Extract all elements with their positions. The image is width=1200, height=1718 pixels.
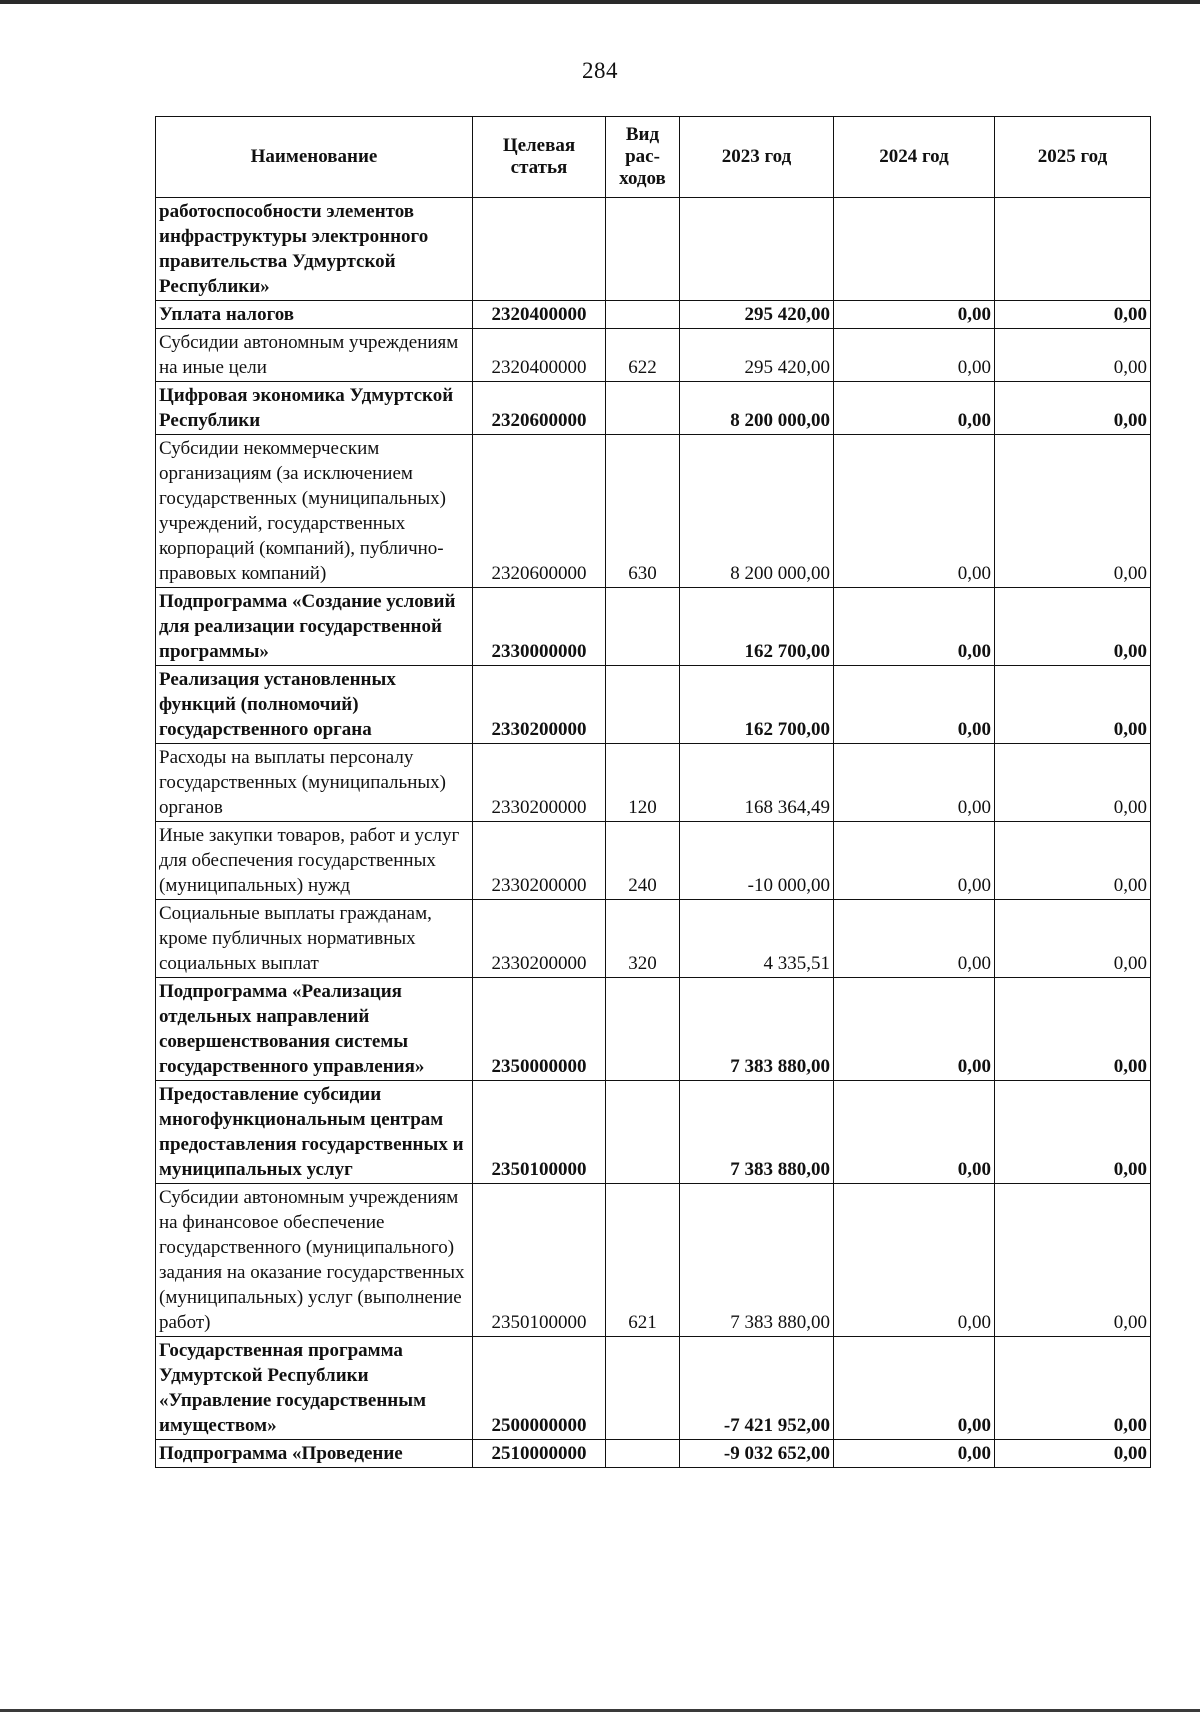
row-code: 2330000000 <box>473 588 606 666</box>
table-row <box>156 900 1151 978</box>
row-2024: 0,00 <box>834 435 995 588</box>
row-2023: 8 200 000,00 <box>680 382 834 435</box>
row-kind: 120 <box>606 744 680 822</box>
table-row <box>156 588 1151 666</box>
header-2025: 2025 год <box>995 117 1151 198</box>
table-row <box>156 1081 1151 1184</box>
row-2023: 168 364,49 <box>680 744 834 822</box>
row-2023: 7 383 880,00 <box>680 1184 834 1337</box>
row-2023: 295 420,00 <box>680 329 834 382</box>
table-row <box>156 382 1151 435</box>
row-2023: 8 200 000,00 <box>680 435 834 588</box>
row-kind <box>606 1440 680 1468</box>
row-code <box>473 198 606 301</box>
page-number: 284 <box>582 58 618 83</box>
row-2025: 0,00 <box>995 382 1151 435</box>
header-2024: 2024 год <box>834 117 995 198</box>
row-2025: 0,00 <box>995 1081 1151 1184</box>
row-name: Цифровая экономика Удмуртской Республики <box>156 382 473 435</box>
row-code: 2510000000 <box>473 1440 606 1468</box>
row-kind: 320 <box>606 900 680 978</box>
row-2023: -10 000,00 <box>680 822 834 900</box>
row-name: Субсидии автономным учреждениям на иные цели <box>156 329 473 382</box>
row-2024: 0,00 <box>834 1081 995 1184</box>
row-name: Реализация установленных функций (полномочий) государственного органа <box>156 666 473 744</box>
row-2024: 0,00 <box>834 822 995 900</box>
row-name: Социальные выплаты гражданам, кроме публичных нормативных социальных выплат <box>156 900 473 978</box>
row-2025: 0,00 <box>995 978 1151 1081</box>
row-kind <box>606 978 680 1081</box>
row-code: 2320400000 <box>473 301 606 329</box>
row-code: 2330200000 <box>473 822 606 900</box>
row-name: Государственная программа Удмуртской Республики «Управление государственным имуществом» <box>156 1337 473 1440</box>
row-name: работоспособности элементов инфраструктуры электронного правительства Удмуртской Республики» <box>156 198 473 301</box>
row-name: Уплата налогов <box>156 301 473 329</box>
row-name: Субсидии автономным учреждениям на финансовое обеспечение государственного (муниципального) задания на оказание государственных (муниципальных) услуг (выполнение работ) <box>156 1184 473 1337</box>
row-2024: 0,00 <box>834 382 995 435</box>
row-kind <box>606 301 680 329</box>
row-2023: 162 700,00 <box>680 666 834 744</box>
row-kind <box>606 1337 680 1440</box>
row-kind: 630 <box>606 435 680 588</box>
row-2025: 0,00 <box>995 822 1151 900</box>
row-name: Подпрограмма «Создание условий для реализации государственной программы» <box>156 588 473 666</box>
row-2025 <box>995 198 1151 301</box>
row-name: Предоставление субсидии многофункциональным центрам предоставления государственных и муниципальных услуг <box>156 1081 473 1184</box>
row-code: 2330200000 <box>473 744 606 822</box>
row-kind: 622 <box>606 329 680 382</box>
row-2025: 0,00 <box>995 1337 1151 1440</box>
row-2025: 0,00 <box>995 588 1151 666</box>
row-2023: 7 383 880,00 <box>680 978 834 1081</box>
scan-edge-top <box>0 0 1200 4</box>
row-2024: 0,00 <box>834 1184 995 1337</box>
row-kind <box>606 382 680 435</box>
table-header-row <box>156 117 1151 198</box>
row-2025: 0,00 <box>995 301 1151 329</box>
row-2024: 0,00 <box>834 666 995 744</box>
row-kind <box>606 198 680 301</box>
row-2024: 0,00 <box>834 329 995 382</box>
row-2024: 0,00 <box>834 588 995 666</box>
row-kind <box>606 1081 680 1184</box>
row-2024: 0,00 <box>834 1337 995 1440</box>
row-kind <box>606 666 680 744</box>
row-2025: 0,00 <box>995 900 1151 978</box>
row-2025: 0,00 <box>995 1440 1151 1468</box>
row-name: Субсидии некоммерческим организациям (за исключением государственных (муниципальных) учреждений, государственных корпораций (компаний), публично-правовых компаний) <box>156 435 473 588</box>
row-code: 2500000000 <box>473 1337 606 1440</box>
row-2025: 0,00 <box>995 329 1151 382</box>
row-2023: 162 700,00 <box>680 588 834 666</box>
row-2024: 0,00 <box>834 1440 995 1468</box>
table-row <box>156 301 1151 329</box>
row-2023: -7 421 952,00 <box>680 1337 834 1440</box>
table-row <box>156 666 1151 744</box>
row-code: 2350000000 <box>473 978 606 1081</box>
row-code: 2330200000 <box>473 666 606 744</box>
budget-table <box>155 116 1151 1468</box>
header-kind: Вид рас-ходов <box>606 117 680 198</box>
row-name: Расходы на выплаты персоналу государственных (муниципальных) органов <box>156 744 473 822</box>
row-2023: 295 420,00 <box>680 301 834 329</box>
row-name: Подпрограмма «Реализация отдельных направлений совершенствования системы государственного управления» <box>156 978 473 1081</box>
row-2023: 4 335,51 <box>680 900 834 978</box>
row-kind <box>606 588 680 666</box>
table-row <box>156 822 1151 900</box>
row-name: Подпрограмма «Проведение <box>156 1440 473 1468</box>
scan-edge-bottom <box>0 1709 1200 1712</box>
row-2025: 0,00 <box>995 744 1151 822</box>
row-2024 <box>834 198 995 301</box>
row-code: 2320600000 <box>473 435 606 588</box>
table-row <box>156 329 1151 382</box>
table-row <box>156 435 1151 588</box>
table-row <box>156 1337 1151 1440</box>
table-row <box>156 978 1151 1081</box>
header-name: Наименование <box>156 117 473 198</box>
row-2024: 0,00 <box>834 978 995 1081</box>
row-2023 <box>680 198 834 301</box>
row-code: 2350100000 <box>473 1081 606 1184</box>
row-code: 2320400000 <box>473 329 606 382</box>
row-2024: 0,00 <box>834 744 995 822</box>
row-2025: 0,00 <box>995 1184 1151 1337</box>
row-kind: 621 <box>606 1184 680 1337</box>
row-code: 2320600000 <box>473 382 606 435</box>
row-kind: 240 <box>606 822 680 900</box>
row-code: 2350100000 <box>473 1184 606 1337</box>
row-2025: 0,00 <box>995 435 1151 588</box>
row-2025: 0,00 <box>995 666 1151 744</box>
row-2024: 0,00 <box>834 900 995 978</box>
table-row <box>156 1440 1151 1468</box>
row-code: 2330200000 <box>473 900 606 978</box>
row-2023: 7 383 880,00 <box>680 1081 834 1184</box>
table-row <box>156 198 1151 301</box>
header-2023: 2023 год <box>680 117 834 198</box>
table-row <box>156 744 1151 822</box>
row-2024: 0,00 <box>834 301 995 329</box>
row-2023: -9 032 652,00 <box>680 1440 834 1468</box>
row-name: Иные закупки товаров, работ и услуг для обеспечения государственных (муниципальных) нужд <box>156 822 473 900</box>
header-target: Целевая статья <box>473 117 606 198</box>
table-row <box>156 1184 1151 1337</box>
